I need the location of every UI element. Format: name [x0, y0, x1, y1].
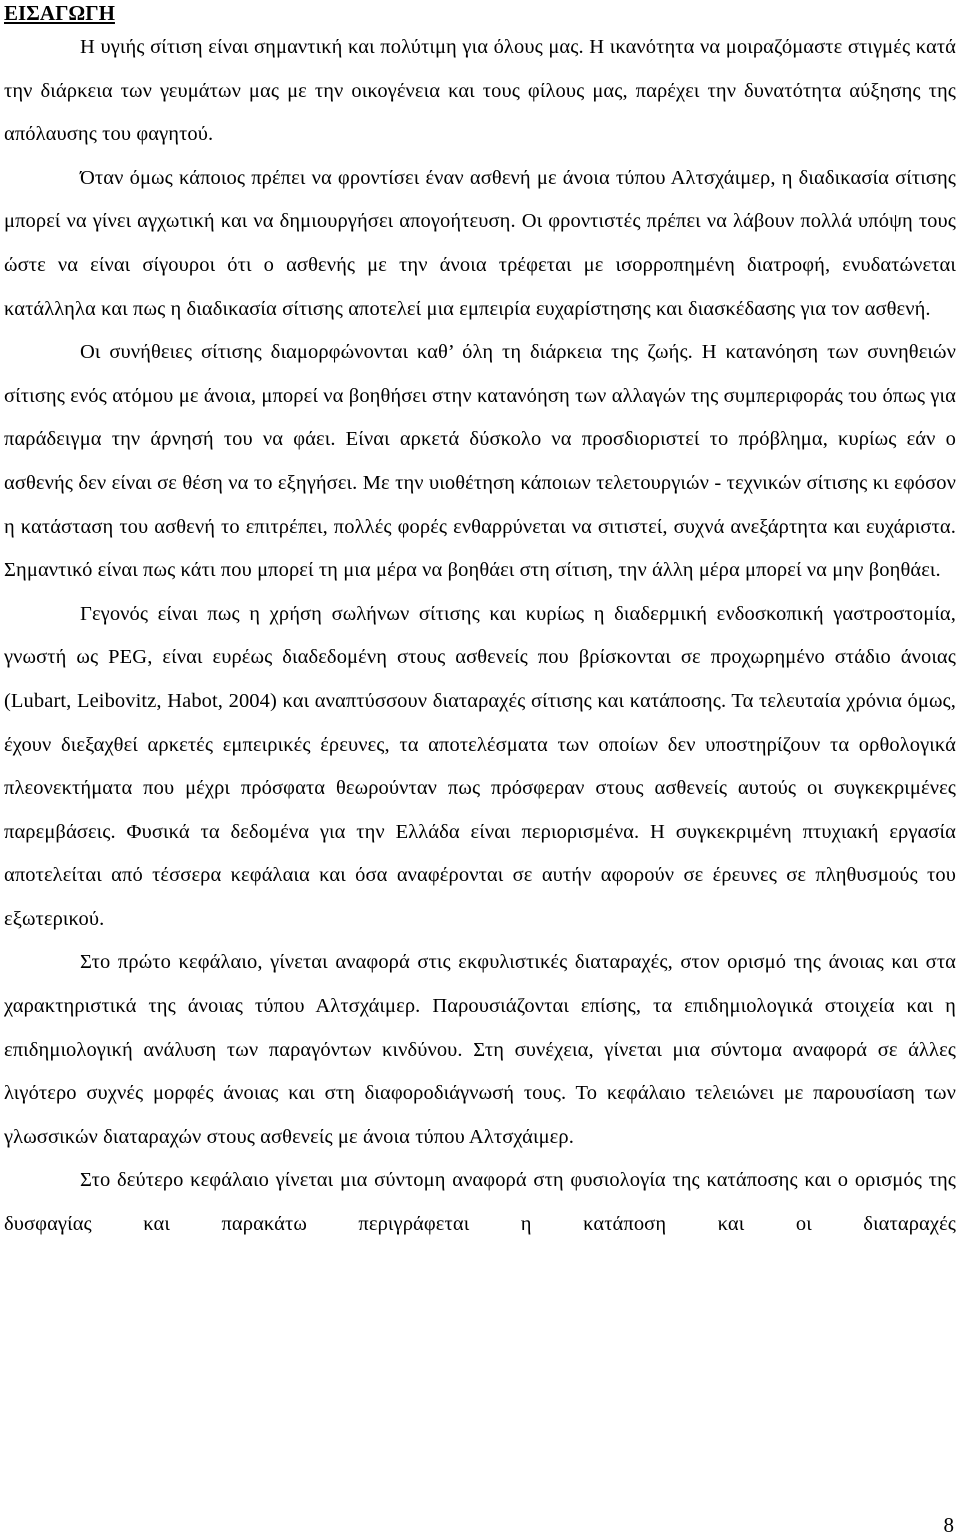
paragraph-6: Στο δεύτερο κεφάλαιο γίνεται μια σύντομη αναφορά στη φυσιολογία της κατάποσης και ο ορισμός της δυσφαγίας και παρακάτω περιγράφεται η κατάποση και οι διαταραχές	[4, 1169, 956, 1236]
paragraph-5: Στο πρώτο κεφάλαιο, γίνεται αναφορά στις εκφυλιστικές διαταραχές, στον ορισμό της άνοιας και στα χαρακτηριστικά της άνοιας τύπου Αλτσχάιμερ. Παρουσιάζονται επίσης, τα επιδημιολογικά στοιχεία και η επιδημιολογική ανάλυση των παραγόντων κινδύνου. Στη συνέχεια, γίνεται μια σύντομα αναφορά σε άλλες λιγότερο συχνές μορφές άνοιας και στη διαφοροδιάγνωσή τους. Το κεφάλαιο τελειώνει με παρουσίαση των γλωσσικών διαταραχών στους ασθενείς με άνοια τύπου Αλτσχάιμερ.	[4, 951, 956, 1148]
section-heading: ΕΙΣΑΓΩΓΗ	[4, 1, 115, 25]
paragraph-2: Όταν όμως κάποιος πρέπει να φροντίσει έναν ασθενή με άνοια τύπου Αλτσχάιμερ, η διαδικασία σίτισης μπορεί να γίνει αγχωτική και να δημιουργήσει απογοήτευση. Οι φροντιστές πρέπει να λάβουν πολλά υπόψη τους ώστε να είναι σίγουροι ότι ο ασθενής με την άνοια τρέφεται με ισορροπημένη διατροφή, ενυδατώνεται κατάλληλα και πως η διαδικασία σίτισης αποτελεί μια εμπειρία ευχαρίστησης και διασκέδασης για τον ασθενή.	[4, 166, 956, 320]
paragraph-1: Η υγιής σίτιση είναι σημαντική και πολύτιμη για όλους μας. Η ικανότητα να μοιραζόμαστε στιγμές κατά την διάρκεια των γευμάτων μας με την οικογένεια και τους φίλους μας, παρέχει την δυνατότητα αύξησης της απόλαυσης του φαγητού.	[4, 36, 956, 146]
document-page	[4, 0, 956, 1247]
paragraph-3: Οι συνήθειες σίτισης διαμορφώνονται καθ’ όλη τη διάρκεια της ζωής. Η κατανόηση των συνηθειών σίτισης ενός ατόμου με άνοια, μπορεί να βοηθήσει στην κατανόηση των αλλαγών της συμπεριφοράς του όπως για παράδειγμα την άρνησή του να φάει. Είναι αρκετά δύσκολο να προσδιοριστεί το πρόβλημα, κυρίως εάν ο ασθενής δεν είναι σε θέση να το εξηγήσει. Με την υιοθέτηση κάποιων τελετουργιών - τεχνικών σίτισης κι εφόσον η κατάσταση του ασθενή το επιτρέπει, πολλές φορές ενθαρρύνεται να σιτιστεί, συχνά ανεξάρτητα και ευχάριστα. Σημαντικό είναι πως κάτι που μπορεί τη μια μέρα να βοηθάει στη σίτιση, την άλλη μέρα μπορεί να μην βοηθάει.	[4, 341, 956, 582]
paragraph-4: Γεγονός είναι πως η χρήση σωλήνων σίτισης και κυρίως η διαδερμική ενδοσκοπική γαστροστομία, γνωστή ως PEG, είναι ευρέως διαδεδομένη στους ασθενείς που βρίσκονται σε προχωρημένο στάδιο άνοιας (Lubart, Leibovitz, Habot, 2004) και αναπτύσσουν διαταραχές σίτισης και κατάποσης. Τα τελευταία χρόνια όμως, έχουν διεξαχθεί αρκετές εμπειρικές έρευνες, τα αποτελέσματα των οποίων δεν υποστηρίζουν τα ορθολογικά πλεονεκτήματα που μέχρι πρόσφατα θεωρούνταν πως πρόσφεραν στους ασθενείς αυτούς οι συγκεκριμένες παρεμβάσεις. Φυσικά τα δεδομένα για την Ελλάδα είναι περιορισμένα. Η συγκεκριμένη πτυχιακή εργασία αποτελείται από τέσσερα κεφάλαια και όσα αναφέρονται σε αυτήν αφορούν σε έρευνες σε πληθυσμούς του εξωτερικού.	[4, 602, 956, 930]
page-number: 8	[943, 1513, 954, 1537]
